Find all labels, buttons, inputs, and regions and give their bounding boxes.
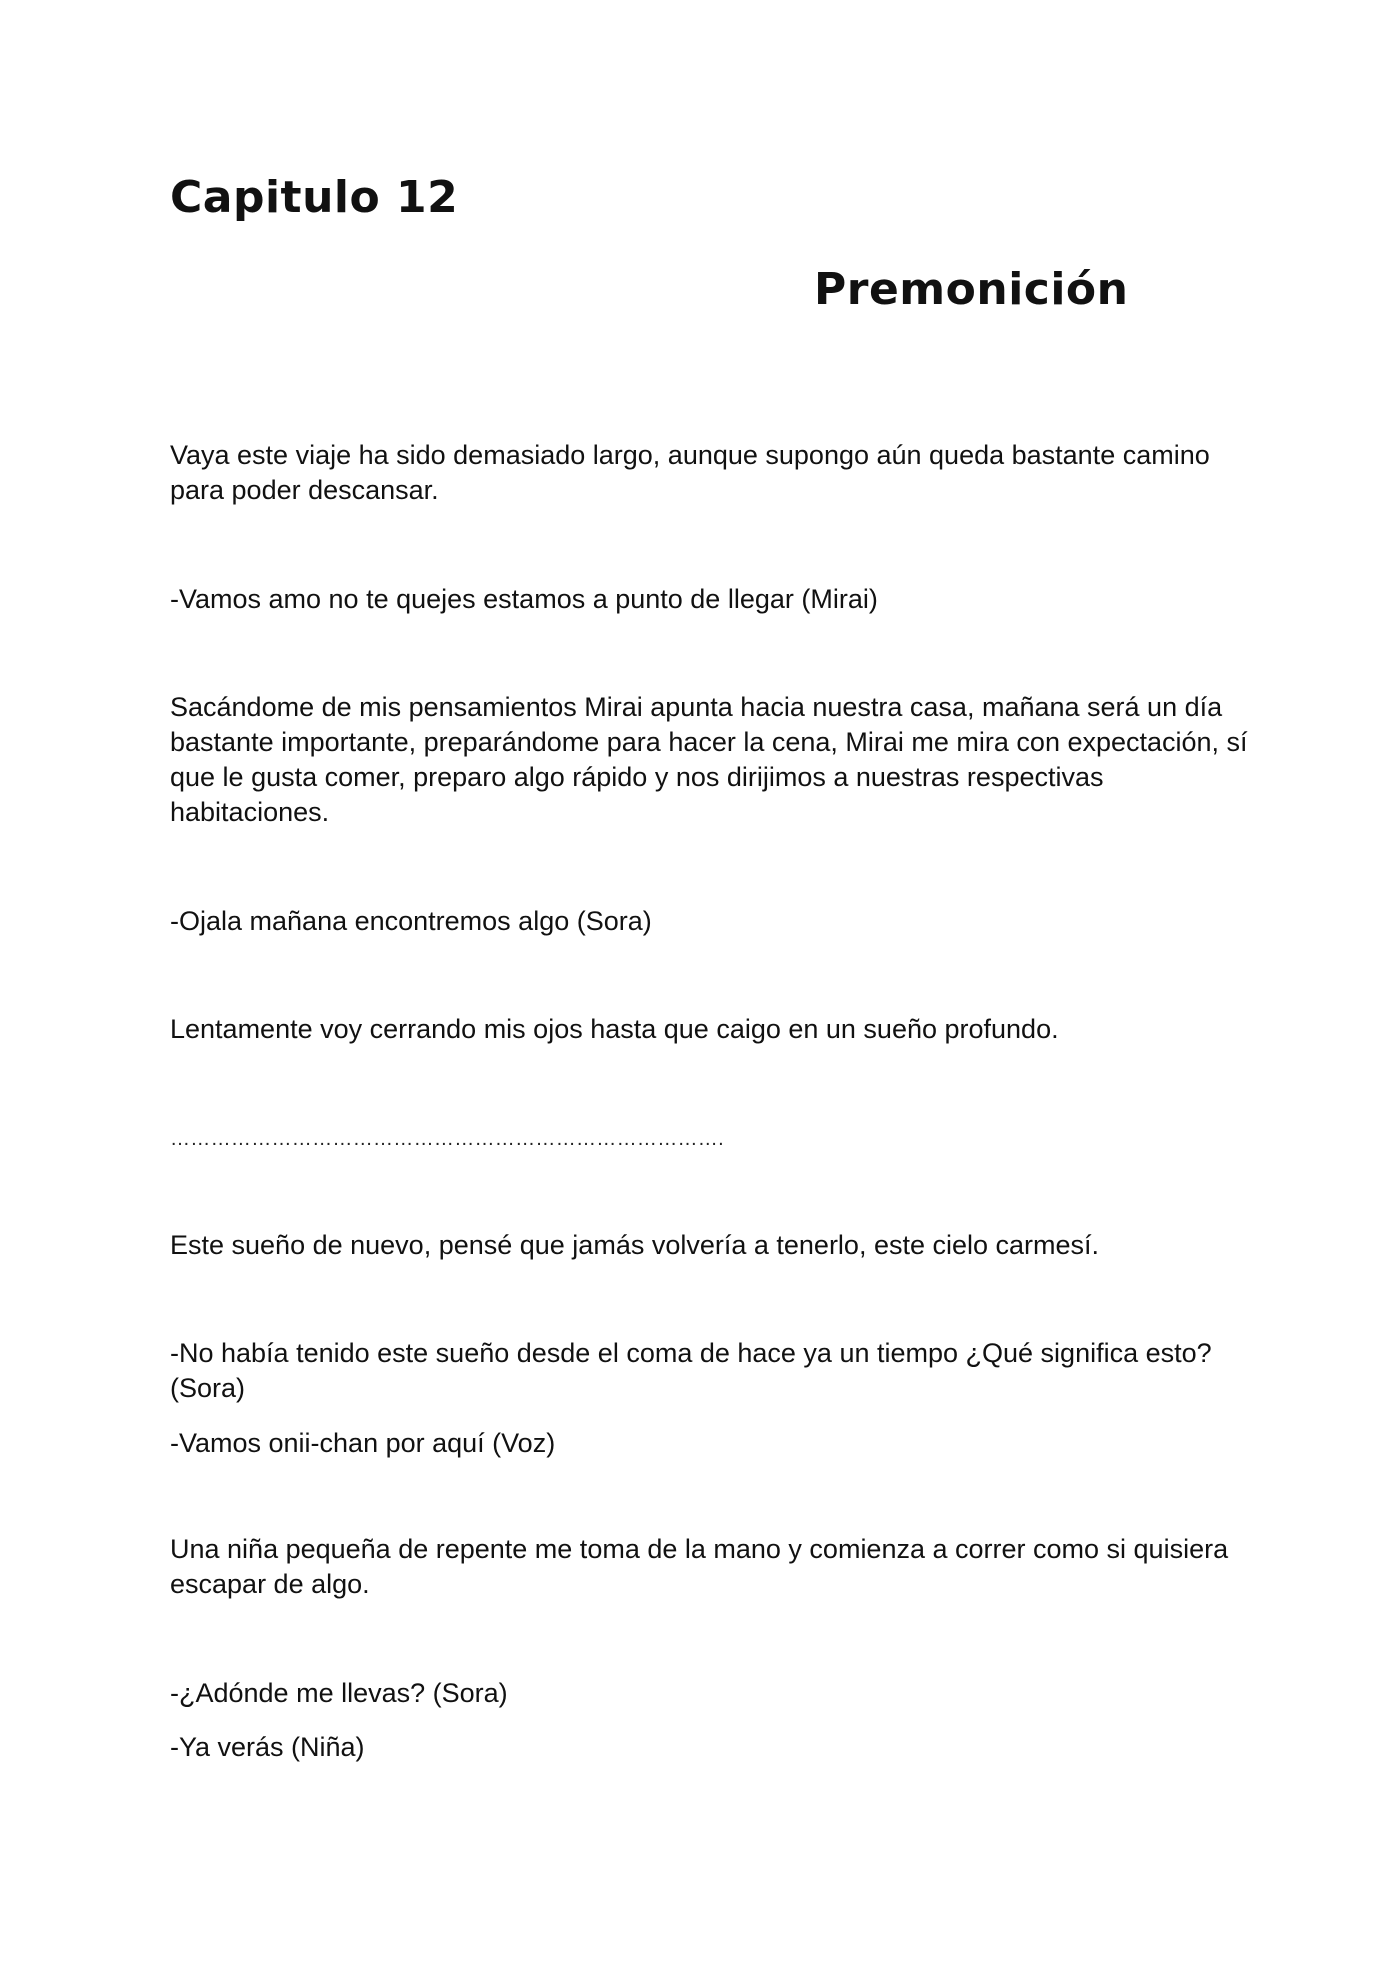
dialogue-line-6: -Ya verás (Niña) xyxy=(170,1732,365,1762)
paragraph-5: Una niña pequeña de repente me toma de la mano y comienza a correr como si quisiera escapar de algo. xyxy=(170,1534,1229,1599)
paragraph-4: Este sueño de nuevo, pensé que jamás volvería a tenerlo, este cielo carmesí. xyxy=(170,1230,1100,1260)
dialogue-line-4: -Vamos onii-chan por aquí (Voz) xyxy=(170,1428,556,1458)
chapter-title: Capitulo 12 xyxy=(170,172,459,223)
scene-separator: ………………………………………………………………………. xyxy=(170,1128,724,1150)
dialogue-line-2: -Ojala mañana encontremos algo (Sora) xyxy=(170,906,652,936)
paragraph-2: Sacándome de mis pensamientos Mirai apunta hacia nuestra casa, mañana será un día bastante importante, preparándome para hacer la cena, Mirai me mira con expectación, sí que le gusta comer, preparo algo rápido y nos dirijimos a nuestras respectivas habitaciones. xyxy=(170,692,1248,827)
dialogue-line-1: -Vamos amo no te quejes estamos a punto de llegar (Mirai) xyxy=(170,584,878,614)
dialogue-line-5: -¿Adónde me llevas? (Sora) xyxy=(170,1678,508,1708)
paragraph-3: Lentamente voy cerrando mis ojos hasta que caigo en un sueño profundo. xyxy=(170,1014,1059,1044)
paragraph-1: Vaya este viaje ha sido demasiado largo, aunque supongo aún queda bastante camino para poder descansar. xyxy=(170,440,1210,505)
chapter-subtitle: Premonición xyxy=(814,264,1129,315)
dialogue-line-3: -No había tenido este sueño desde el coma de hace ya un tiempo ¿Qué significa esto? (Sora) xyxy=(170,1338,1212,1403)
